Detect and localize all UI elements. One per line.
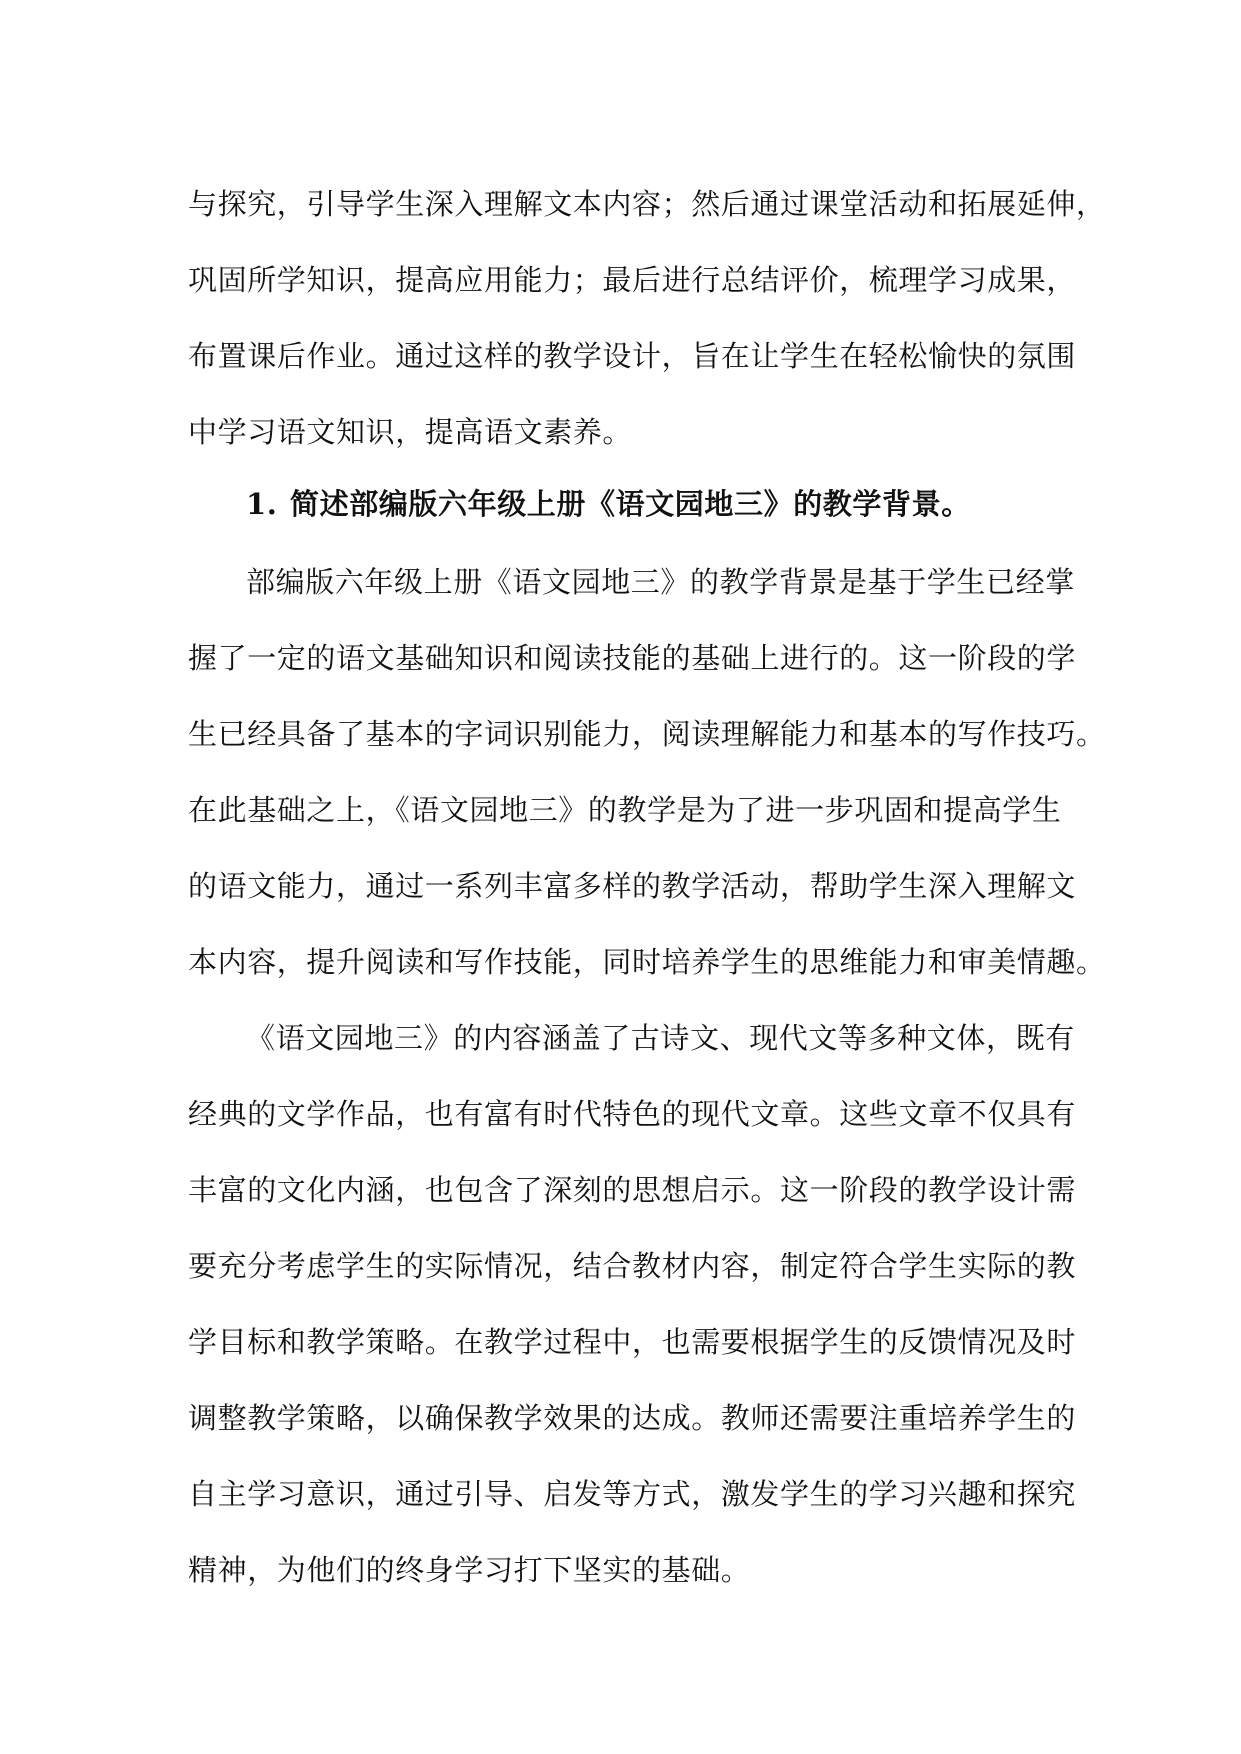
text-line: 自主学习意识，通过引导、启发等方式，激发学生的学习兴趣和探究 <box>188 1477 1077 1511</box>
text-line: 学目标和教学策略。在教学过程中，也需要根据学生的反馈情况及时 <box>188 1325 1077 1359</box>
section-number: 1. <box>246 487 278 521</box>
text-line: 《语文园地三》的内容涵盖了古诗文、现代文等多种文体，既有 <box>246 1021 1075 1055</box>
section-heading <box>246 484 971 524</box>
section-title: 简述部编版六年级上册《语文园地三》的教学背景。 <box>290 487 971 521</box>
text-line: 与探究，引导学生深入理解文本内容；然后通过课堂活动和拓展延伸， <box>188 187 1106 221</box>
text-line: 丰富的文化内涵，也包含了深刻的思想启示。这一阶段的教学设计需 <box>188 1173 1077 1207</box>
text-line: 部编版六年级上册《语文园地三》的教学背景是基于学生已经掌 <box>246 565 1075 599</box>
text-line: 生已经具备了基本的字词识别能力，阅读理解能力和基本的写作技巧。 <box>188 717 1106 751</box>
text-line: 中学习语文知识，提高语文素养。 <box>188 415 633 449</box>
text-line: 布置课后作业。通过这样的教学设计，旨在让学生在轻松愉快的氛围 <box>188 339 1077 373</box>
text-line: 精神，为他们的终身学习打下坚实的基础。 <box>188 1553 751 1587</box>
text-line: 经典的文学作品，也有富有时代特色的现代文章。这些文章不仅具有 <box>188 1097 1077 1131</box>
text-line: 调整教学策略，以确保教学效果的达成。教师还需要注重培养学生的 <box>188 1401 1077 1435</box>
text-line: 的语文能力，通过一系列丰富多样的教学活动，帮助学生深入理解文 <box>188 869 1077 903</box>
text-line: 巩固所学知识，提高应用能力；最后进行总结评价，梳理学习成果， <box>188 263 1077 297</box>
text-line: 握了一定的语文基础知识和阅读技能的基础上进行的。这一阶段的学 <box>188 641 1077 675</box>
text-line: 在此基础之上，《语文园地三》的教学是为了进一步巩固和提高学生 <box>188 793 1062 827</box>
text-line: 本内容，提升阅读和写作技能，同时培养学生的思维能力和审美情趣。 <box>188 945 1106 979</box>
text-line: 要充分考虑学生的实际情况，结合教材内容，制定符合学生实际的教 <box>188 1249 1077 1283</box>
